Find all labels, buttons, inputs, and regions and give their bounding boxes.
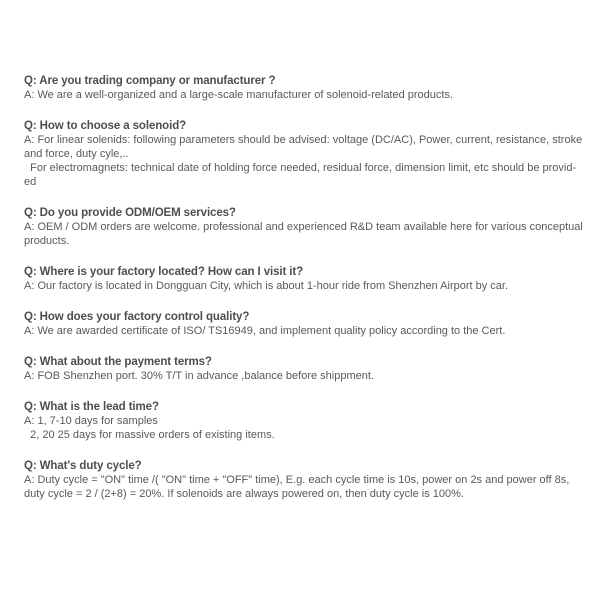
faq-answer: [24, 369, 590, 383]
answer-line: A: We are awarded certificate of ISO/ TS16949, and implement quality policy according to the Cert.: [24, 325, 506, 337]
faq-item: [24, 400, 590, 442]
faq-answer: [24, 220, 590, 248]
faq-item: [24, 74, 590, 102]
faq-answer: [24, 279, 590, 293]
faq-question: Q: What about the payment terms?: [24, 356, 212, 368]
faq-item: [24, 265, 590, 293]
faq-question: Q: What's duty cycle?: [24, 460, 142, 472]
answer-line: and force, duty cyle,..: [24, 148, 129, 160]
faq-answer: [24, 88, 590, 102]
answer-line: A: We are a well-organized and a large-scale manufacturer of solenoid-related products.: [24, 89, 454, 101]
faq-question: Q: Are you trading company or manufacturer ?: [24, 75, 276, 87]
answer-line: duty cycle = 2 / (2+8) = 20%. If solenoids are always powered on, then duty cycle is 100%.: [24, 488, 464, 500]
faq-item: [24, 119, 590, 189]
faq-answer: [24, 414, 590, 442]
answer-line: A: Duty cycle = "ON" time /( "ON" time + "OFF" time), E.g. each cycle time is 10s, power on 2s and power off 8s,: [24, 474, 570, 486]
faq-answer: [24, 473, 590, 501]
faq-list: [24, 74, 590, 518]
faq-question: Q: Do you provide ODM/OEM services?: [24, 207, 236, 219]
faq-question: Q: What is the lead time?: [24, 401, 159, 413]
answer-line: A: 1, 7-10 days for samples: [24, 415, 158, 427]
faq-item: [24, 459, 590, 501]
faq-item: [24, 310, 590, 338]
faq-item: [24, 355, 590, 383]
answer-line: 2, 20 25 days for massive orders of existing items.: [24, 429, 275, 441]
answer-line: A: OEM / ODM orders are welcome. professional and experienced R&D team available here for various conceptual: [24, 221, 583, 233]
faq-question: Q: Where is your factory located? How can I visit it?: [24, 266, 304, 278]
answer-line: A: FOB Shenzhen port. 30% T/T in advance ,balance before shippment.: [24, 370, 374, 382]
answer-line: A: For linear solenids: following parameters should be advised: voltage (DC/AC), Power, current, resistance, stroke: [24, 134, 583, 146]
faq-answer: [24, 133, 590, 189]
answer-line: A: Our factory is located in Dongguan City, which is about 1-hour ride from Shenzhen Airport by car.: [24, 280, 509, 292]
faq-question: Q: How does your factory control quality?: [24, 311, 250, 323]
faq-item: [24, 206, 590, 248]
answer-line: products.: [24, 235, 70, 247]
faq-answer: [24, 324, 590, 338]
faq-question: Q: How to choose a solenoid?: [24, 120, 187, 132]
answer-line: ed: [24, 176, 37, 188]
answer-line: For electromagnets: technical date of holding force needed, residual force, dimension limit, etc should be provid-: [24, 162, 577, 174]
